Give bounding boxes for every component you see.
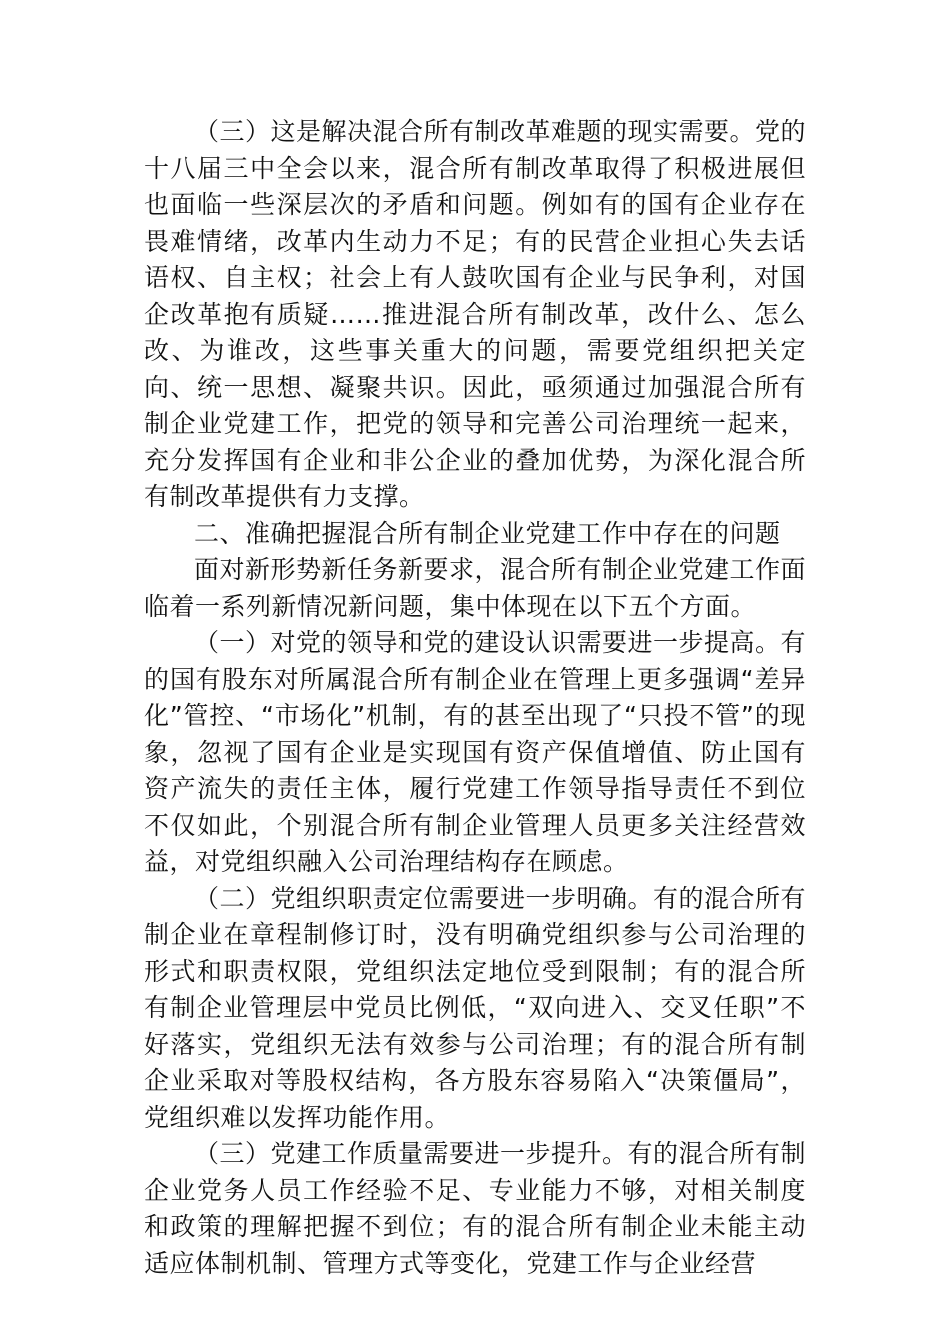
paragraph-problem-two: （二）党组织职责定位需要进一步明确。有的混合所有制企业在章程制修订时，没有明确党组织参与公司治理的形式和职责权限，党组织法定地位受到限制；有的混合所有制企业管理层中党员比例低，“双向进入、交叉任职”不好落实，党组织无法有效参与公司治理；有的混合所有制企业采取对等股权结构，各方股东容易陷入“决策僵局”，党组织难以发挥功能作用。 (144, 883, 807, 1132)
paragraph-intro-problems: 面对新形势新任务新要求，混合所有制企业党建工作面临着一系列新情况新问题，集中体现在以下五个方面。 (144, 555, 807, 621)
section-heading-problems: 二、准确把握混合所有制企业党建工作中存在的问题 (194, 518, 781, 548)
paragraph-reform-needs: （三）这是解决混合所有制改革难题的现实需要。党的十八届三中全会以来，混合所有制改革取得了积极进展但也面临一些深层次的矛盾和问题。例如有的国有企业存在畏难情绪，改革内生动力不足；有的民营企业担心失去话语权、自主权；社会上有人鼓吹国有企业与民争利，对国企改革抱有质疑……推进混合所有制改革，改什么、怎么改、为谁改，这些事关重大的问题，需要党组织把关定向、统一思想、凝聚共识。因此，亟须通过加强混合所有制企业党建工作，把党的领导和完善公司治理统一起来，充分发挥国有企业和非公企业的叠加优势，为深化混合所有制改革提供有力支撑。 (144, 117, 807, 511)
document-body (144, 114, 806, 1282)
paragraph-problem-three: （三）党建工作质量需要进一步提升。有的混合所有制企业党务人员工作经验不足、专业能力不够，对相关制度和政策的理解把握不到位；有的混合所有制企业未能主动适应体制机制、管理方式等变化，党建工作与企业经营 (144, 1139, 807, 1278)
paragraph-problem-one: （一）对党的领导和党的建设认识需要进一步提高。有的国有股东对所属混合所有制企业在管理上更多强调“差异化”管控、“市场化”机制，有的甚至出现了“只投不管”的现象，忽视了国有企业是实现国有资产保值增值、防止国有资产流失的责任主体，履行党建工作领导指导责任不到位不仅如此，个别混合所有制企业管理人员更多关注经营效益，对党组织融入公司治理结构存在顾虑。 (144, 628, 807, 876)
